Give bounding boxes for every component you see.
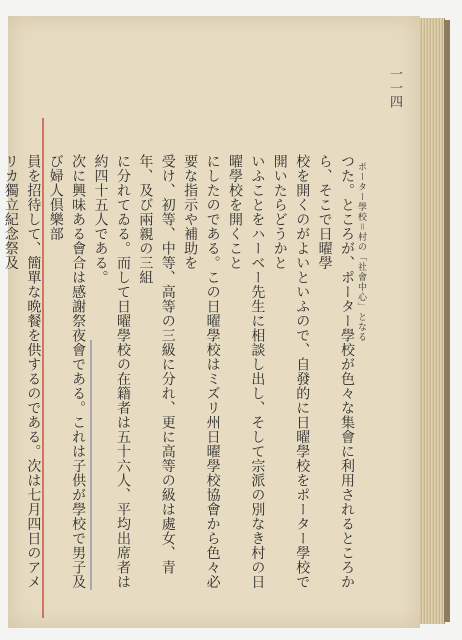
page-number: 一一四 (387, 67, 402, 109)
text-line: に分れてゐる。而して日曜學校の在籍者は五十六人、平均出席者は約四十五人である。 (92, 154, 131, 589)
text-line: 校を開くのがよいといふので、自發的に日曜學校をポーター學校で開いたらどうかと (271, 154, 311, 589)
body-text (2, 154, 358, 592)
book-cover-edge (444, 20, 450, 622)
text-line: 員を招待して、簡單な晩餐を供するのである。次は七月四日のアメリカ獨立紀念祭及 (2, 154, 42, 589)
blue-pencil-mark (90, 340, 92, 590)
text-line: 次に興味ある會合は感謝祭夜會である。これは子供が學校で男子及び婦人倶樂部 (47, 154, 87, 589)
text-line: つた。ところが、ポーター學校が色々な集會に利用されるところから、そこで日曜學 (316, 154, 355, 589)
text-line: 受け、初等、中等、高等の三級に分れ、更に高等の級は處女、青年、及び兩親の三組 (137, 154, 176, 575)
red-pencil-mark (42, 118, 44, 618)
page-edges (420, 18, 445, 624)
running-head: ポーター學校＝村の「社會中心」となる (356, 162, 366, 343)
text-line: にしたのである。この日曜學校はミズリ州日曜學校協會から色々必要な指示や補助を (182, 154, 221, 589)
text-line: いふことをハーベー先生に相談し出し、そして宗派の別なき村の日曜學校を開くこと (226, 154, 266, 589)
